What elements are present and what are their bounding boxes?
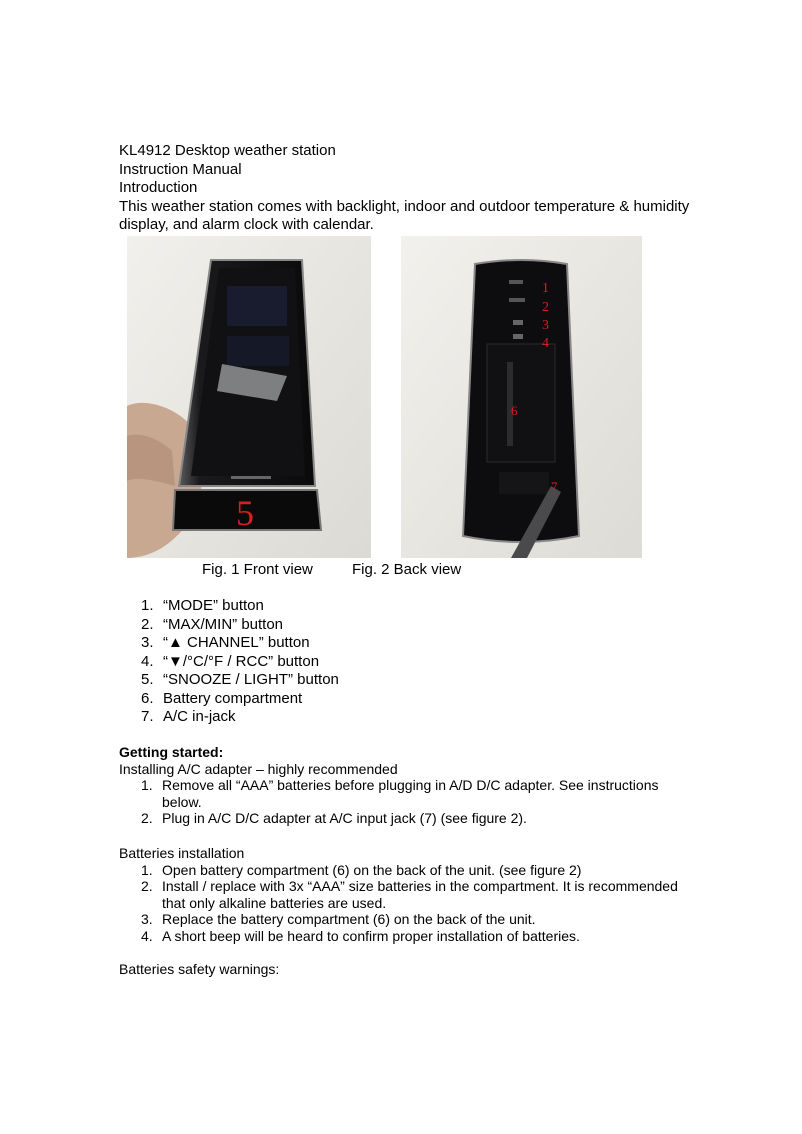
part-label: Battery compartment bbox=[163, 689, 303, 707]
front-view-photo bbox=[127, 236, 371, 558]
parts-list bbox=[141, 597, 339, 727]
back-marker-6: 6 bbox=[511, 403, 518, 418]
back-marker-2: 2 bbox=[542, 300, 549, 315]
list-item: 1. “MODE” button bbox=[141, 597, 264, 614]
battery-steps bbox=[119, 862, 682, 945]
list-item: 2. Install / replace with 3x “AAA” size batteries in the compartment. It is recommended that only alkaline batteries are used. bbox=[141, 878, 678, 911]
back-view-illustration bbox=[401, 236, 642, 558]
batteries-heading: Batteries installation bbox=[119, 845, 245, 861]
batteries-section bbox=[119, 845, 682, 944]
list-item: 6. Battery compartment bbox=[141, 689, 303, 707]
list-item: 7. A/C in-jack bbox=[141, 708, 236, 725]
back-view-photo bbox=[401, 236, 642, 558]
back-marker-7: 7 bbox=[551, 479, 558, 494]
getting-started-section bbox=[119, 744, 682, 827]
back-marker-3: 3 bbox=[542, 318, 549, 333]
getting-started-heading: Getting started: bbox=[119, 744, 224, 760]
front-view-illustration bbox=[127, 236, 371, 558]
back-marker-4: 4 bbox=[542, 336, 549, 351]
front-view-caption: Fig. 1 Front view bbox=[202, 561, 313, 578]
list-item: 3. “▲ CHANNEL” button bbox=[141, 634, 310, 651]
part-label: A/C in-jack bbox=[163, 708, 236, 725]
list-item: 3. Replace the battery compartment (6) on the back of the unit. bbox=[141, 911, 536, 927]
document-title: KL4912 Desktop weather station bbox=[119, 142, 336, 159]
part-label: “SNOOZE / LIGHT” button bbox=[163, 671, 339, 688]
adapter-steps bbox=[119, 777, 682, 827]
back-marker-1: 1 bbox=[542, 281, 549, 296]
list-item: 2. Plug in A/C D/C adapter at A/C input jack (7) (see figure 2). bbox=[141, 810, 527, 826]
list-item: 1. Open battery compartment (6) on the back of the unit. (see figure 2) bbox=[141, 861, 582, 878]
intro-text: This weather station comes with backlight, indoor and outdoor temperature & humidity display, and alarm clock with calendar. bbox=[119, 197, 690, 233]
list-item: 5. “SNOOZE / LIGHT” button bbox=[141, 671, 339, 688]
list-item: 1. Remove all “AAA” batteries before plugging in A/D D/C adapter. See instructions below. bbox=[141, 777, 659, 810]
list-item: 4. A short beep will be heard to confirm proper installation of batteries. bbox=[141, 927, 580, 944]
intro-heading: Introduction bbox=[119, 179, 198, 196]
safety-warnings-heading: Batteries safety warnings: bbox=[119, 961, 280, 977]
part-label: “MODE” button bbox=[163, 597, 264, 614]
part-label: “▲ CHANNEL” button bbox=[163, 634, 310, 651]
document-subtitle: Instruction Manual bbox=[119, 160, 242, 178]
list-item: 2. “MAX/MIN” button bbox=[141, 615, 284, 633]
part-label: “MAX/MIN” button bbox=[163, 615, 284, 633]
front-marker-5: 5 bbox=[236, 493, 254, 533]
part-label: “▼/°C/°F / RCC” button bbox=[163, 652, 320, 670]
list-item: 4. “▼/°C/°F / RCC” button bbox=[141, 652, 320, 670]
intro-block bbox=[119, 142, 699, 235]
getting-started-subheading: Installing A/C adapter – highly recommended bbox=[119, 760, 398, 777]
back-view-caption: Fig. 2 Back view bbox=[352, 561, 462, 578]
